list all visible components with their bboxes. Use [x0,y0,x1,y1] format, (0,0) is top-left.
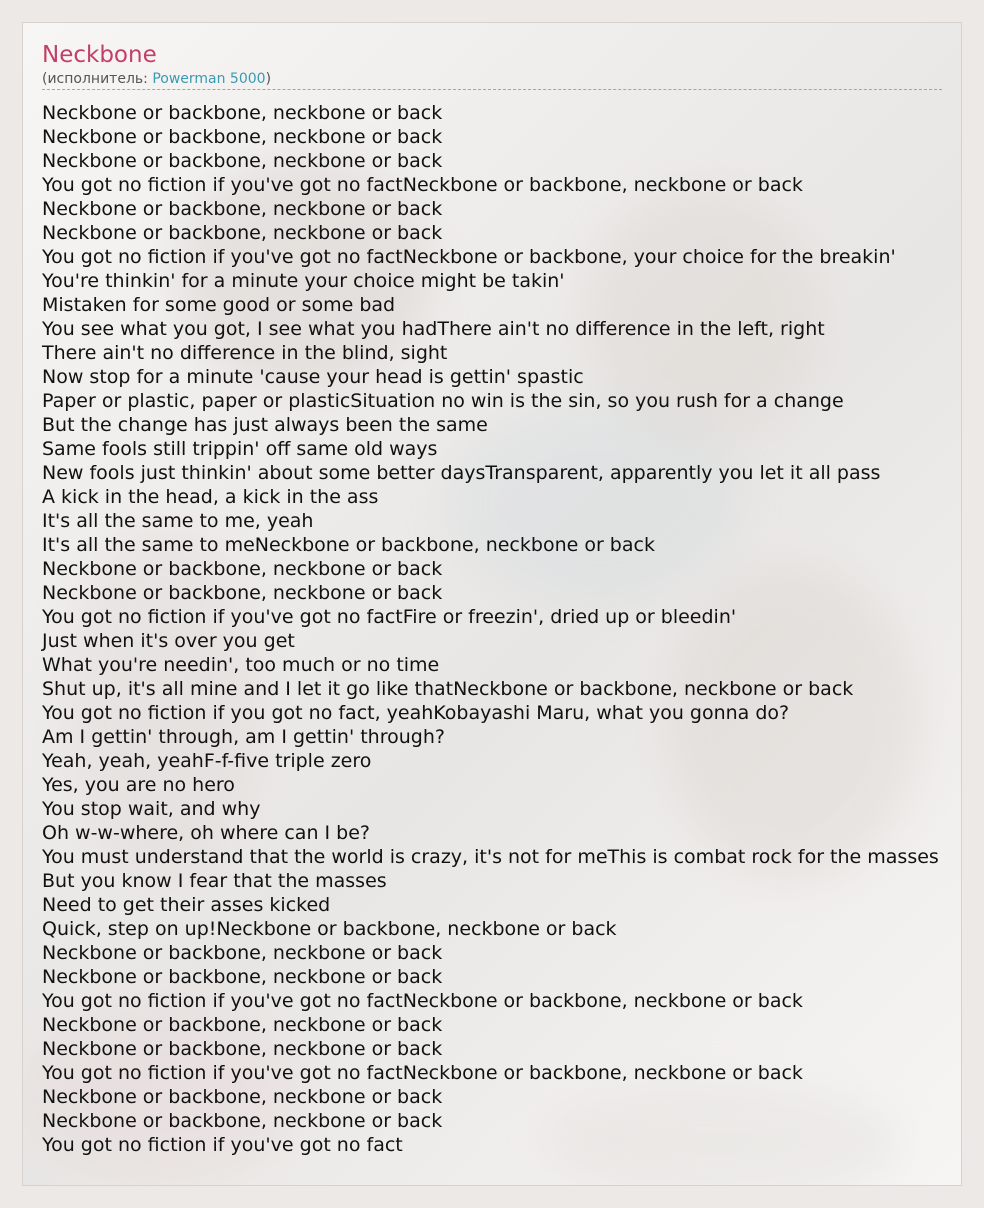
artist-link[interactable]: Powerman 5000 [152,71,266,87]
lyric-line: It's all the same to meNeckbone or backbone, neckbone or back [42,534,655,556]
lyric-line: You got no fiction if you've got no factNeckbone or backbone, neckbone or back [42,174,803,196]
lyric-line: You're thinkin' for a minute your choice might be takin' [42,270,565,292]
lyric-line: You got no fiction if you've got no factNeckbone or backbone, neckbone or back [42,990,803,1012]
lyric-line: Neckbone or backbone, neckbone or back [42,558,443,580]
lyric-line: Neckbone or backbone, neckbone or back [42,582,443,604]
lyric-line: You got no fiction if you've got no factNeckbone or backbone, neckbone or back [42,1062,803,1084]
artist-line [42,70,942,90]
lyric-line: Oh w-w-where, oh where can I be? [42,822,371,844]
lyric-line: Now stop for a minute 'cause your head is gettin' spastic [42,366,584,388]
lyric-line: What you're needin', too much or no time [42,654,440,676]
lyric-line: Yes, you are no hero [42,774,235,796]
lyric-line: There ain't no difference in the blind, sight [42,342,448,364]
lyric-line: Neckbone or backbone, neckbone or back [42,942,443,964]
lyric-line: Mistaken for some good or some bad [42,294,396,316]
lyric-line: But the change has just always been the same [42,414,488,436]
lyrics-body [42,101,942,1157]
lyric-line: You got no fiction if you got no fact, yeahKobayashi Maru, what you gonna do? [42,702,790,724]
lyric-line: You got no fiction if you've got no fact [42,1134,403,1156]
lyric-line: You must understand that the world is crazy, it's not for meThis is combat rock for the masses [42,846,939,868]
artist-prefix: (исполнитель: [42,71,153,87]
lyric-line: Neckbone or backbone, neckbone or back [42,150,443,172]
lyric-line: You got no fiction if you've got no factNeckbone or backbone, your choice for the breakin' [42,246,896,268]
lyric-line: Just when it's over you get [42,630,295,652]
lyric-line: Neckbone or backbone, neckbone or back [42,1086,443,1108]
lyric-line: You stop wait, and why [42,798,261,820]
lyric-line: Shut up, it's all mine and I let it go like thatNeckbone or backbone, neckbone or back [42,678,854,700]
lyric-line: But you know I fear that the masses [42,870,387,892]
lyric-line: Am I gettin' through, am I gettin' through? [42,726,445,748]
lyric-line: Yeah, yeah, yeahF-f-five triple zero [42,750,372,772]
lyric-line: Quick, step on up!Neckbone or backbone, neckbone or back [42,918,617,940]
lyric-line: Neckbone or backbone, neckbone or back [42,198,443,220]
lyric-line: Neckbone or backbone, neckbone or back [42,1038,443,1060]
lyric-line: Neckbone or backbone, neckbone or back [42,1014,443,1036]
lyric-line: Paper or plastic, paper or plasticSituation no win is the sin, so you rush for a change [42,390,844,412]
lyric-line: You see what you got, I see what you hadThere ain't no difference in the left, right [42,318,825,340]
song-title: Neckbone [42,42,157,68]
lyric-line: New fools just thinkin' about some better daysTransparent, apparently you let it all pass [42,462,881,484]
lyric-line: Same fools still trippin' off same old ways [42,438,438,460]
lyric-line: Neckbone or backbone, neckbone or back [42,222,443,244]
lyric-line: Neckbone or backbone, neckbone or back [42,966,443,988]
lyric-line: It's all the same to me, yeah [42,510,314,532]
artist-suffix: ) [265,71,272,87]
lyric-line: You got no fiction if you've got no factFire or freezin', dried up or bleedin' [42,606,737,628]
lyric-line: Neckbone or backbone, neckbone or back [42,1110,443,1132]
song-content [42,40,942,1157]
lyric-line: Neckbone or backbone, neckbone or back [42,126,443,148]
lyric-line: Need to get their asses kicked [42,894,331,916]
lyric-line: Neckbone or backbone, neckbone or back [42,102,443,124]
lyric-line: A kick in the head, a kick in the ass [42,486,379,508]
